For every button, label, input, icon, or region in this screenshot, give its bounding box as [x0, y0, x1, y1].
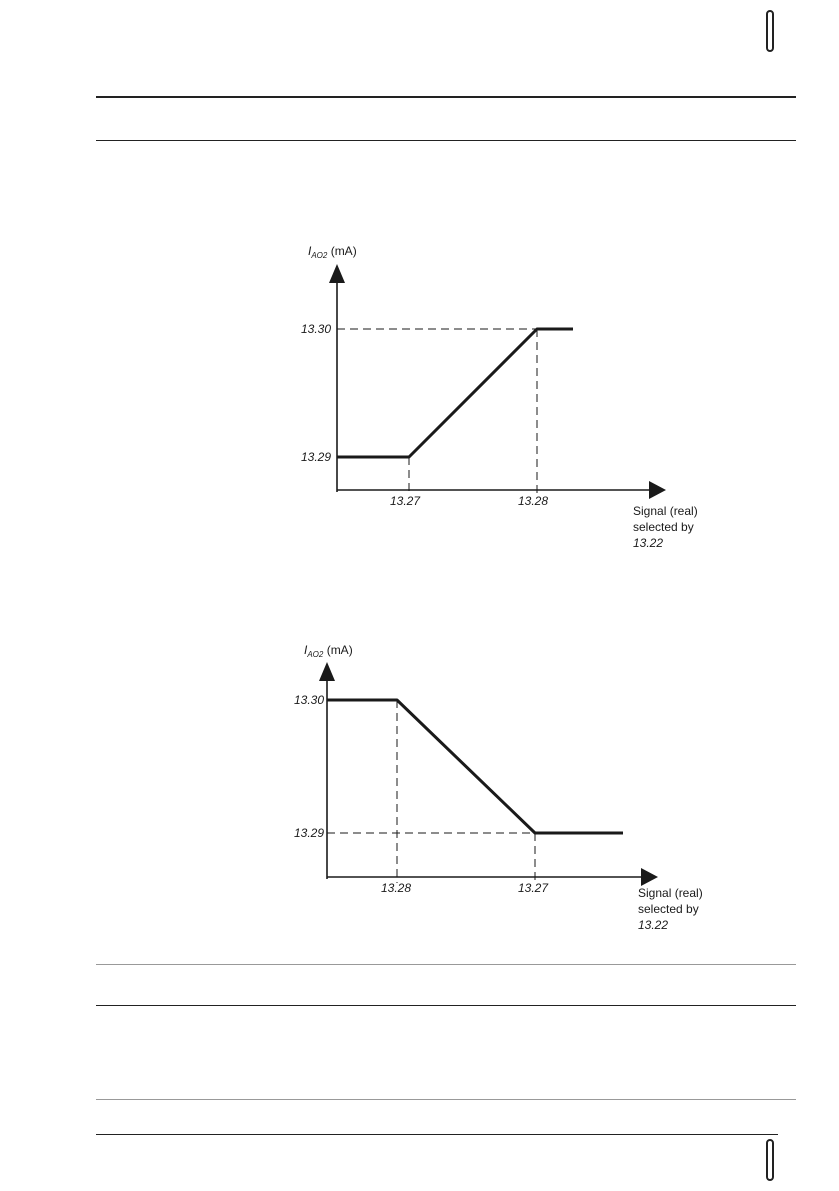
- y-axis-title: $I_{AO2}$ (mA): [304, 643, 353, 659]
- output-curve: [337, 329, 573, 457]
- x-tick-left: 13.27: [389, 494, 421, 508]
- y-axis-arrowhead: [329, 264, 345, 283]
- y-tick-low: 13.29: [293, 826, 324, 840]
- x-tick-left: 13.28: [380, 881, 412, 895]
- y-axis-title: $I_{AO2}$ (mA): [308, 244, 357, 260]
- x-axis-title-line1: Signal (real): [633, 504, 698, 518]
- x-axis-title-line3: 13.22: [638, 918, 669, 932]
- x-axis-arrowhead: [641, 868, 658, 886]
- x-axis-arrowhead: [649, 481, 666, 499]
- y-tick-high: 13.30: [293, 693, 324, 707]
- y-tick-low: 13.29: [300, 450, 331, 464]
- x-axis-title-line2: selected by: [633, 520, 694, 534]
- x-axis-title-line1: Signal (real): [638, 886, 703, 900]
- y-tick-high: 13.30: [300, 322, 331, 336]
- x-tick-right: 13.28: [517, 494, 549, 508]
- x-tick-right: 13.27: [517, 881, 549, 895]
- x-axis-title-line2: selected by: [638, 902, 699, 916]
- x-axis-title-line3: 13.22: [633, 536, 664, 550]
- output-curve: [327, 700, 623, 833]
- diagram-increasing: [301, 244, 698, 550]
- y-axis-arrowhead: [319, 662, 335, 681]
- diagram-decreasing: [294, 643, 703, 932]
